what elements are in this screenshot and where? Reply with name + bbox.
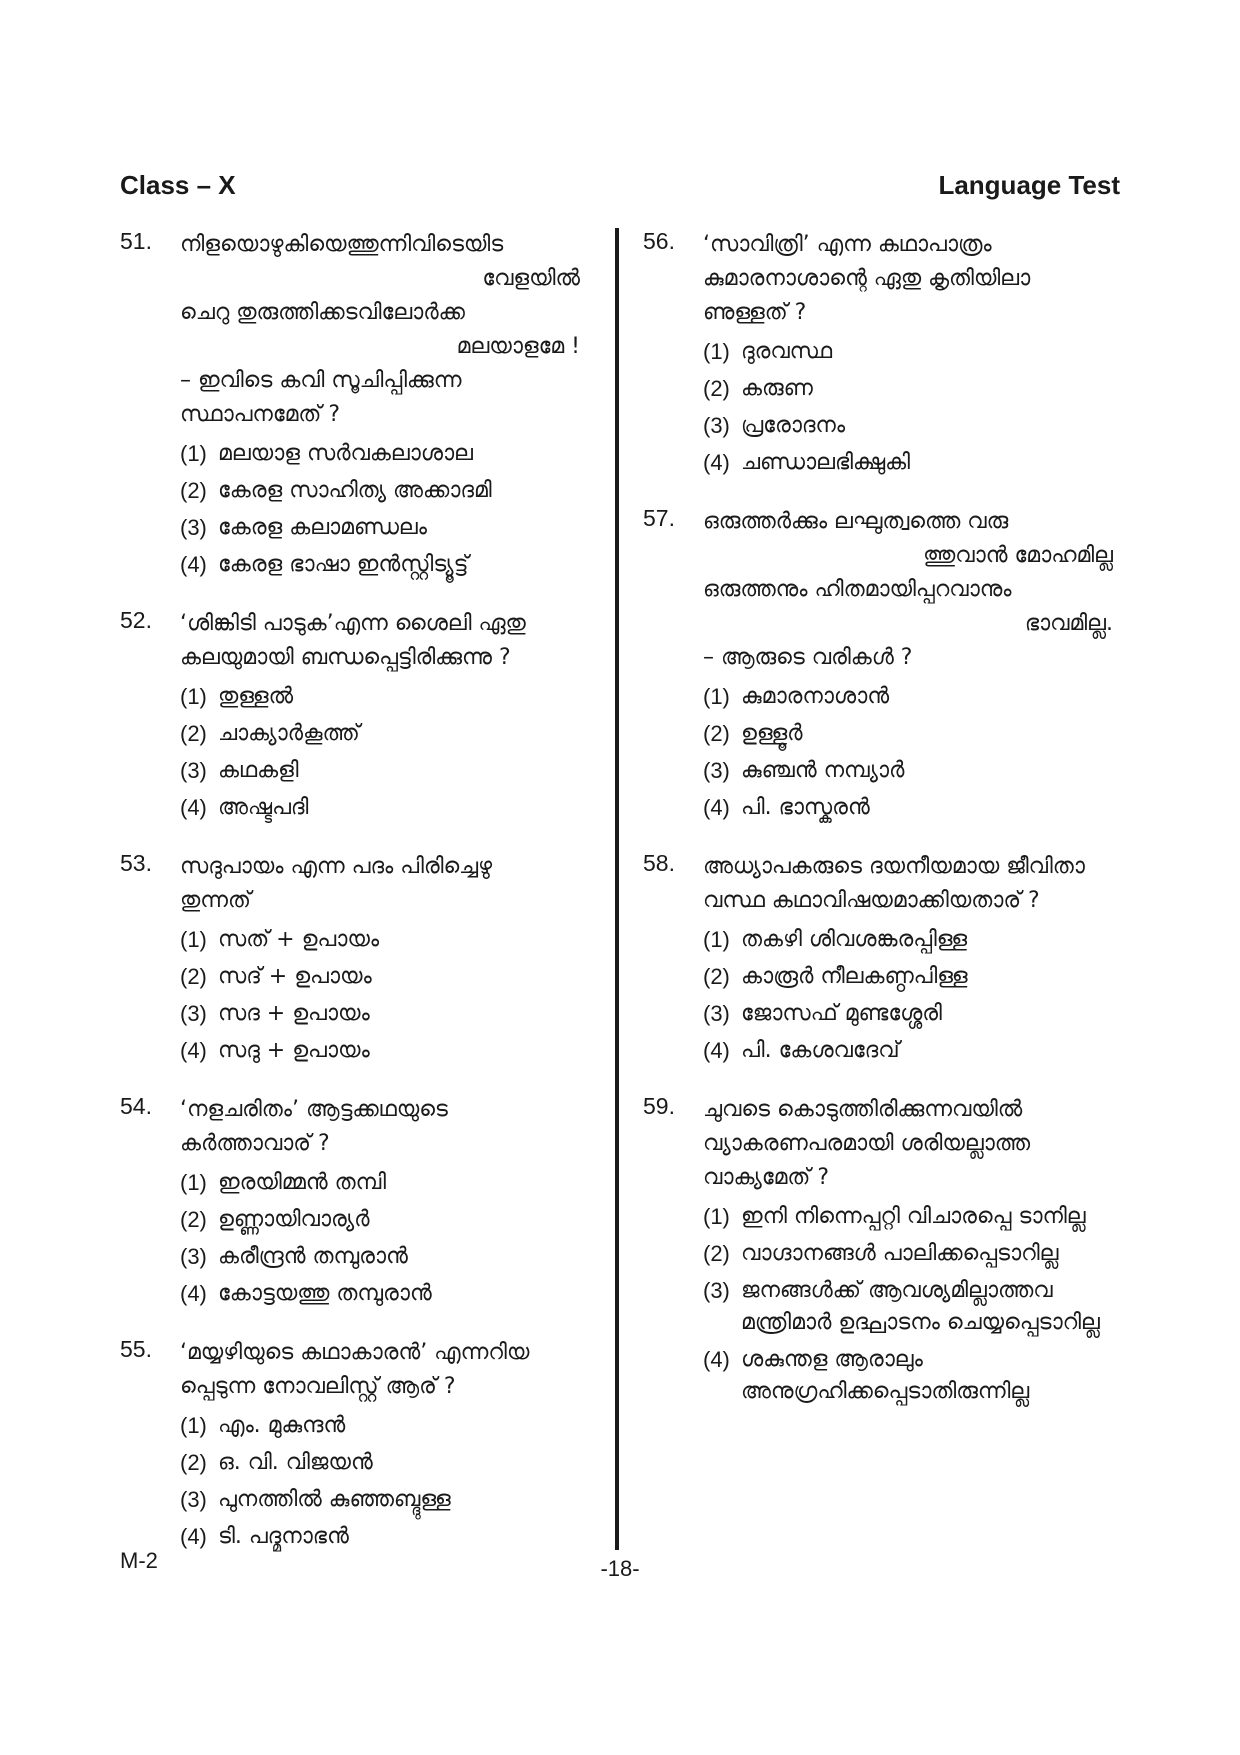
question-number: 56. (643, 228, 675, 254)
option-text: കരുണ (741, 376, 813, 401)
option-item (703, 961, 1133, 993)
option-list (703, 924, 1133, 1067)
question-stem (180, 1093, 600, 1161)
option-item (180, 1521, 600, 1553)
option-item (180, 718, 600, 750)
question-stem-line: ഒരുത്തർക്കും ലഘുത്വത്തെ വരു (703, 509, 1009, 534)
option-number: (1) (180, 927, 207, 952)
option-number: (4) (703, 450, 730, 475)
option-text: പി. കേശവദേവ് (741, 1038, 900, 1063)
question (643, 228, 1133, 479)
question (643, 505, 1133, 824)
option-number: (3) (180, 515, 207, 540)
option-list (703, 1201, 1133, 1408)
option-text: ജോസഫ് മുണ്ടശ്ശേരി (741, 1001, 942, 1026)
option-item (703, 373, 1133, 405)
option-item (180, 1167, 600, 1199)
question-stem (703, 1093, 1133, 1195)
option-text: കേരള ഭാഷാ ഇൻസ്റ്റിട്യൂട്ട് (218, 552, 469, 577)
page-number: -18- (600, 1556, 640, 1581)
option-number: (2) (180, 964, 207, 989)
question-stem-line: ‘സാവിത്രി’ എന്ന കഥാപാത്രം (703, 232, 992, 257)
option-item (703, 755, 1133, 787)
question (120, 850, 600, 1067)
option-text: കഥകളി (218, 758, 299, 783)
option-list (180, 1410, 600, 1553)
question (120, 228, 600, 581)
question (643, 1093, 1133, 1408)
option-item (180, 512, 600, 544)
question-number: 59. (643, 1093, 675, 1119)
option-item (703, 1035, 1133, 1067)
option-number: (2) (180, 1207, 207, 1232)
option-number: (2) (703, 376, 730, 401)
option-text: പി. ഭാസ്കരൻ (741, 795, 870, 820)
question-stem-line: ‘മയ്യഴിയുടെ കഥാകാരൻ’ എന്നറിയ (180, 1340, 530, 1365)
question (120, 607, 600, 824)
option-text: ചണ്ഡാലഭിക്ഷുകി (741, 450, 911, 475)
question-stem (180, 228, 600, 432)
question-stem (180, 607, 600, 675)
option-item (180, 755, 600, 787)
option-number: (4) (703, 1347, 730, 1372)
option-text: തുള്ളൽ (218, 684, 294, 709)
option-item (180, 961, 600, 993)
question-stem (703, 850, 1133, 918)
question-stem-line: ചുവടെ കൊടുത്തിരിക്കുന്നവയിൽ (703, 1097, 1023, 1122)
option-item (703, 410, 1133, 442)
option-text: കുമാരനാശാൻ (741, 684, 890, 709)
option-number: (1) (180, 441, 207, 466)
option-number: (4) (180, 552, 207, 577)
option-number: (1) (180, 1170, 207, 1195)
option-number: (3) (180, 1001, 207, 1026)
right-column (643, 228, 1133, 1434)
option-number: (4) (180, 1524, 207, 1549)
question-stem-line: കലയുമായി ബന്ധപ്പെട്ടിരിക്കുന്നു ? (180, 645, 511, 670)
option-item (180, 1278, 600, 1310)
option-item (703, 336, 1133, 368)
question (643, 850, 1133, 1067)
option-number: (1) (703, 684, 730, 709)
option-list (180, 681, 600, 824)
question-stem-line: നിളയൊഴുകിയെത്തുന്നിവിടെയിട (180, 232, 504, 257)
question-stem-line: വസ്ഥ കഥാവിഷയമാക്കിയതാര് ? (703, 888, 1040, 913)
question-stem-line: – ഇവിടെ കവി സൂചിപ്പിക്കുന്ന (180, 368, 462, 393)
option-text: സദ് + ഉപായം (218, 964, 372, 989)
question-stem (703, 505, 1133, 675)
question-number: 51. (120, 228, 152, 254)
option-number: (2) (180, 721, 207, 746)
option-number: (3) (180, 1487, 207, 1512)
option-text: എം. മുകുന്ദൻ (218, 1413, 346, 1438)
question-number: 53. (120, 850, 152, 876)
option-text: ഇനി നിന്നെപ്പറ്റി വിചാരപ്പെ ടാനില്ല (741, 1204, 1086, 1229)
question-stem-line: തുന്നത് (180, 888, 251, 913)
question-stem-line: ണുള്ളത് ? (703, 300, 807, 325)
question-stem-line: ഒരുത്തനും ഹിതമായിപ്പറവാനും (703, 577, 1012, 602)
option-number: (1) (703, 1204, 730, 1229)
question-stem-line: ചെറു തുരുത്തിക്കടവിലോർക്ക (180, 300, 465, 325)
option-number: (4) (180, 1038, 207, 1063)
option-text: ഒ. വി. വിജയൻ (218, 1450, 373, 1475)
option-text: സദ + ഉപായം (218, 1001, 370, 1026)
option-text: വാഗ്ദാനങ്ങൾ പാലിക്കപ്പെടാറില്ല (741, 1241, 1059, 1266)
option-text: ടി. പദ്മനാഭൻ (218, 1524, 349, 1549)
column-divider (615, 228, 619, 1550)
question-stem-line: – ആരുടെ വരികൾ ? (703, 645, 913, 670)
option-item (180, 792, 600, 824)
question-stem-line: വേളയിൽ (482, 266, 580, 291)
option-number: (1) (180, 684, 207, 709)
option-text: കരീന്ദ്രൻ തമ്പുരാൻ (218, 1244, 408, 1269)
option-item (703, 924, 1133, 956)
option-list (703, 681, 1133, 824)
footer-code: M-2 (120, 1548, 158, 1573)
option-item (180, 1410, 600, 1442)
option-item (703, 792, 1133, 824)
option-number: (4) (703, 795, 730, 820)
question-number: 57. (643, 505, 675, 531)
option-list (703, 336, 1133, 479)
option-text: സത് + ഉപായം (218, 927, 380, 952)
option-item (703, 1238, 1133, 1270)
option-number: (3) (703, 1278, 730, 1303)
question-stem-line: സ്ഥാപനമേത് ? (180, 402, 341, 427)
option-item (180, 1204, 600, 1236)
option-item (180, 1484, 600, 1516)
option-number: (2) (703, 1241, 730, 1266)
option-item (180, 438, 600, 470)
question-number: 54. (120, 1093, 152, 1119)
question-stem-line: ‘ശിങ്കിടി പാടുക’എന്ന ശൈലി ഏതു (180, 611, 526, 636)
option-text: കേരള കലാമണ്ഡലം (218, 515, 427, 540)
question-stem-line: കർത്താവാര് ? (180, 1131, 330, 1156)
left-column (120, 228, 600, 1579)
option-text: ജനങ്ങൾക്ക് ആവശ്യമില്ലാത്തവ മന്ത്രിമാർ ഉദ്ഘാടനം ചെയ്യപ്പെടാറില്ല (741, 1278, 1100, 1335)
option-text: അഷ്ടപദി (218, 795, 309, 820)
option-text: ശകുന്തള ആരാലും അനുഗ്രഹിക്കപ്പെടാതിരുന്നില്ല (741, 1347, 1030, 1404)
question-number: 58. (643, 850, 675, 876)
question-stem-line: മലയാളമേ ! (456, 334, 580, 359)
option-number: (2) (180, 1450, 207, 1475)
question-stem-line: ‘നളചരിതം’ ആട്ടക്കഥയുടെ (180, 1097, 448, 1122)
option-item (180, 1035, 600, 1067)
option-item (703, 718, 1133, 750)
option-text: പ്രരോദനം (741, 413, 846, 438)
option-number: (3) (180, 1244, 207, 1269)
option-text: കോട്ടയത്തു തമ്പുരാൻ (218, 1281, 432, 1306)
question-stem-line: സദുപായം എന്ന പദം പിരിച്ചെഴു (180, 854, 493, 879)
question-stem-line: വാക്യമേത് ? (703, 1165, 830, 1190)
option-item (180, 681, 600, 713)
option-item (180, 924, 600, 956)
option-text: തകഴി ശിവശങ്കരപ്പിള്ള (741, 927, 968, 952)
option-number: (3) (703, 758, 730, 783)
option-number: (2) (180, 478, 207, 503)
option-text: സദു + ഉപായം (218, 1038, 370, 1063)
header-class: Class – X (120, 170, 236, 200)
header-subject: Language Test (938, 170, 1120, 200)
question-stem (180, 850, 600, 918)
option-number: (2) (703, 721, 730, 746)
option-item (180, 1241, 600, 1273)
option-number: (4) (703, 1038, 730, 1063)
option-list (180, 438, 600, 581)
option-text: ഉള്ളൂർ (741, 721, 803, 746)
question-stem-line: പ്പെടുന്ന നോവലിസ്റ്റ് ആര് ? (180, 1374, 456, 1399)
option-list (180, 1167, 600, 1310)
option-item (703, 998, 1133, 1030)
option-text: കാരൂർ നീലകണ്ഠപിള്ള (741, 964, 968, 989)
question-stem-line: അധ്യാപകരുടെ ദയനീയമായ ജീവിതാ (703, 854, 1085, 879)
option-item (703, 1344, 1133, 1408)
question-number: 55. (120, 1336, 152, 1362)
option-number: (3) (703, 1001, 730, 1026)
option-number: (4) (180, 1281, 207, 1306)
question-stem (180, 1336, 600, 1404)
option-number: (2) (703, 964, 730, 989)
question-stem-line: ത്തുവാൻ മോഹമില്ല (923, 543, 1113, 568)
option-number: (1) (703, 927, 730, 952)
option-text: ഉണ്ണായിവാര്യർ (218, 1207, 370, 1232)
question-stem-line: കുമാരനാശാന്റെ ഏതു കൃതിയിലാ (703, 266, 1031, 291)
option-item (180, 475, 600, 507)
option-item (703, 1201, 1133, 1233)
option-item (180, 998, 600, 1030)
question (120, 1336, 600, 1553)
option-text: കുഞ്ചൻ നമ്പ്യാർ (741, 758, 905, 783)
option-number: (1) (180, 1413, 207, 1438)
question-stem-line: വ്യാകരണപരമായി ശരിയല്ലാത്ത (703, 1131, 1031, 1156)
option-item (180, 549, 600, 581)
option-text: ഇരയിമ്മൻ തമ്പി (218, 1170, 387, 1195)
option-number: (4) (180, 795, 207, 820)
question-stem (703, 228, 1133, 330)
question-stem-line: ഭാവമില്ല. (1024, 611, 1113, 636)
option-item (703, 447, 1133, 479)
option-text: ദുരവസ്ഥ (741, 339, 833, 364)
option-text: മലയാള സർവകലാശാല (218, 441, 473, 466)
option-text: കേരള സാഹിത്യ അക്കാദമി (218, 478, 492, 503)
question (120, 1093, 600, 1310)
option-number: (3) (180, 758, 207, 783)
option-item (180, 1447, 600, 1479)
option-item (703, 1275, 1133, 1339)
option-number: (3) (703, 413, 730, 438)
option-item (703, 681, 1133, 713)
option-text: ചാക്യാർകൂത്ത് (218, 721, 360, 746)
option-number: (1) (703, 339, 730, 364)
question-number: 52. (120, 607, 152, 633)
option-list (180, 924, 600, 1067)
option-text: പുനത്തിൽ കുഞ്ഞബ്ദുള്ള (218, 1487, 451, 1512)
